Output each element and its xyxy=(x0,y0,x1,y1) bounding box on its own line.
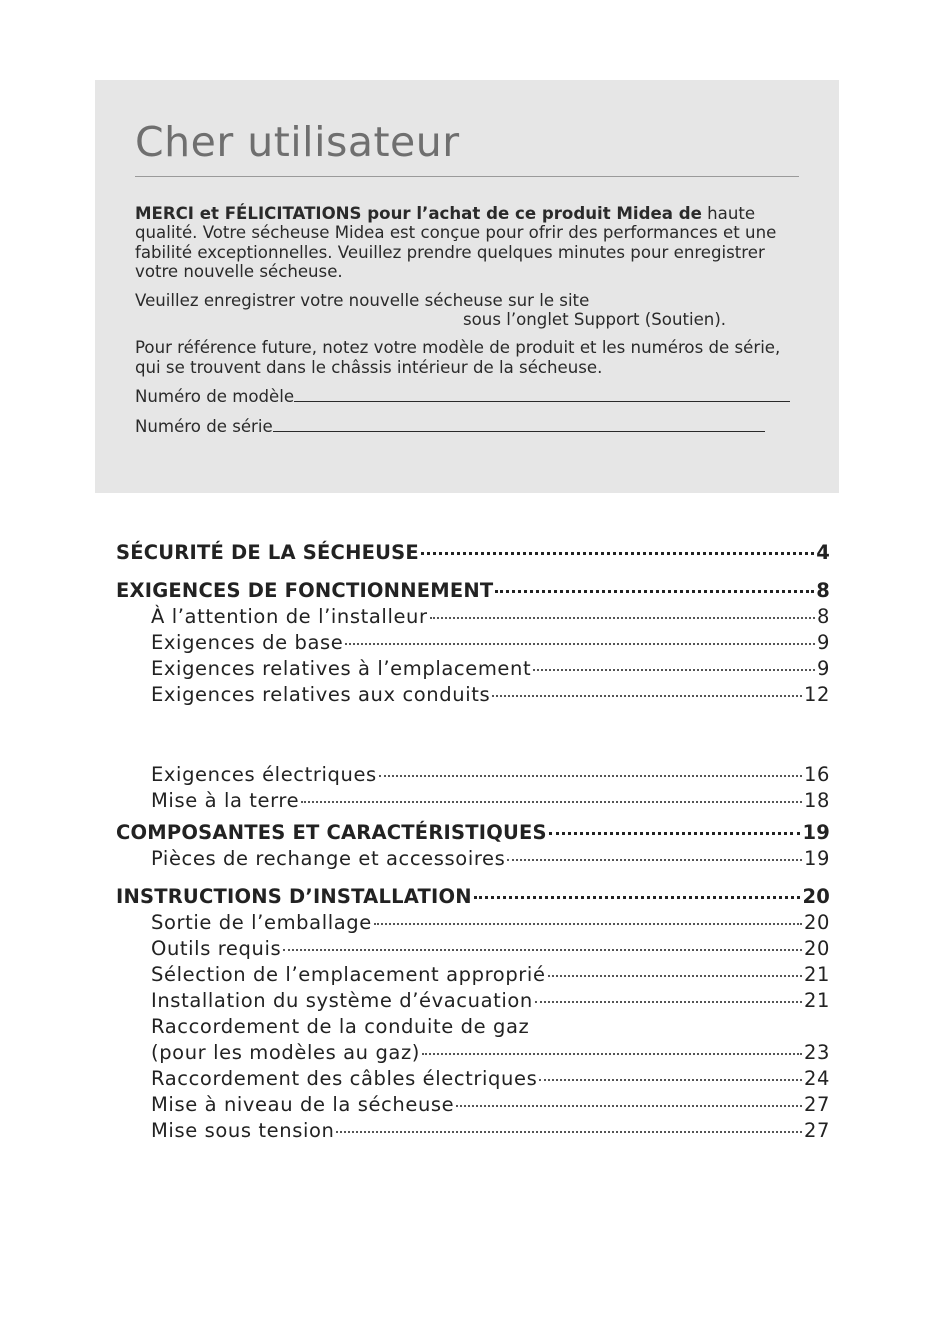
toc-item-line-2 xyxy=(151,1040,830,1066)
toc-item-label: Installation du système d’évacuation xyxy=(151,989,533,1012)
register-line-2: sous l’onglet Support (Soutien). xyxy=(463,310,727,330)
toc-item-label: Exigences relatives aux conduits xyxy=(151,683,491,706)
toc-item-label: Pièces de rechange et accessoires xyxy=(151,847,506,870)
toc-section-instructions[interactable] xyxy=(116,884,830,910)
toc-page-number: 18 xyxy=(803,789,830,812)
toc-item-label: Mise à la terre xyxy=(151,789,300,812)
dot-leader xyxy=(283,949,802,951)
dot-leader xyxy=(422,1053,802,1055)
toc-item[interactable] xyxy=(116,1066,830,1092)
toc-item[interactable] xyxy=(116,682,830,708)
toc-item[interactable] xyxy=(116,846,830,872)
toc-page-number: 19 xyxy=(803,847,830,870)
dot-leader xyxy=(430,617,815,619)
register-line-1: Veuillez enregistrer votre nouvelle sécheuse sur le site xyxy=(135,290,590,310)
dot-leader xyxy=(533,669,815,671)
dot-leader xyxy=(492,695,802,697)
toc-page-number: 9 xyxy=(816,631,830,654)
model-number-line xyxy=(294,386,790,402)
toc-item[interactable] xyxy=(116,762,830,788)
toc-page-number: 21 xyxy=(803,989,830,1012)
toc-page-number: 21 xyxy=(803,963,830,986)
serial-number-line xyxy=(273,416,765,432)
toc-section-exigences[interactable] xyxy=(116,578,830,604)
serial-number-label: Numéro de série xyxy=(135,416,273,436)
toc-section-label: SÉCURITÉ DE LA SÉCHEUSE xyxy=(116,541,419,564)
dot-leader xyxy=(345,643,815,645)
toc-section-label: COMPOSANTES ET CARACTÉRISTIQUES xyxy=(116,821,547,844)
reference-paragraph: Pour référence future, notez votre modèle de produit et les numéros de série, qui se trouvent dans le châssis intérieur de la sécheuse. xyxy=(135,338,781,377)
dot-leader xyxy=(421,552,814,555)
model-number-field xyxy=(135,386,795,406)
toc-page-number: 4 xyxy=(816,541,830,564)
toc-item[interactable] xyxy=(116,988,830,1014)
toc-item-label: Sortie de l’emballage xyxy=(151,911,372,934)
toc-item-label-line-1: Raccordement de la conduite de gaz xyxy=(151,1015,530,1038)
toc-item-label: Sélection de l’emplacement approprié xyxy=(151,963,546,986)
dot-leader xyxy=(301,801,802,803)
toc-item[interactable] xyxy=(116,936,830,962)
dot-leader xyxy=(549,832,801,835)
intro-paragraph xyxy=(135,204,795,282)
serial-number-field xyxy=(135,416,795,436)
title-divider xyxy=(135,176,799,177)
toc-item-label: Mise sous tension xyxy=(151,1119,335,1142)
toc-page-number: 20 xyxy=(803,937,830,960)
toc-page-number: 12 xyxy=(803,683,830,706)
toc-item-label: Exigences électriques xyxy=(151,763,377,786)
dot-leader xyxy=(548,975,802,977)
toc-page-number: 23 xyxy=(803,1041,830,1064)
toc-item-label: Exigences de base xyxy=(151,631,344,654)
toc-item[interactable] xyxy=(116,962,830,988)
toc-item[interactable] xyxy=(116,788,830,814)
toc-item-multiline[interactable] xyxy=(116,1014,830,1066)
toc-page-number: 9 xyxy=(816,657,830,680)
welcome-title: Cher utilisateur xyxy=(135,118,460,166)
toc-item[interactable] xyxy=(116,1092,830,1118)
toc-item[interactable] xyxy=(116,910,830,936)
toc-page-number: 24 xyxy=(803,1067,830,1090)
toc-item[interactable] xyxy=(116,630,830,656)
dot-leader xyxy=(379,775,802,777)
intro-bold: MERCI et FÉLICITATIONS pour l’achat de ce produit Midea de xyxy=(135,204,702,223)
toc-page-number: 20 xyxy=(803,911,830,934)
toc-item-label: Outils requis xyxy=(151,937,282,960)
toc-page-number: 27 xyxy=(803,1093,830,1116)
toc-page-number: 20 xyxy=(802,885,830,908)
toc-item[interactable] xyxy=(116,604,830,630)
model-number-label: Numéro de modèle xyxy=(135,387,295,407)
dot-leader xyxy=(374,923,802,925)
register-paragraph xyxy=(135,291,795,330)
toc-item-label: À l’attention de l’installeur xyxy=(151,605,428,628)
toc-page-number: 8 xyxy=(816,605,830,628)
dot-leader xyxy=(474,896,801,899)
dot-leader xyxy=(535,1001,802,1003)
toc-item-label: Exigences relatives à l’emplacement xyxy=(151,657,532,680)
toc-item-label: Mise à niveau de la sécheuse xyxy=(151,1093,455,1116)
toc-section-label: INSTRUCTIONS D’INSTALLATION xyxy=(116,885,472,908)
table-of-contents xyxy=(116,540,830,1144)
dot-leader xyxy=(336,1131,802,1133)
dot-leader xyxy=(495,590,814,593)
toc-page-number: 27 xyxy=(803,1119,830,1142)
toc-item-label-line-2: (pour les modèles au gaz) xyxy=(151,1041,421,1064)
toc-page-number: 16 xyxy=(803,763,830,786)
dot-leader xyxy=(456,1105,802,1107)
toc-item[interactable] xyxy=(116,656,830,682)
welcome-panel xyxy=(95,80,839,493)
toc-page-number: 8 xyxy=(816,579,830,602)
toc-item-label: Raccordement des câbles électriques xyxy=(151,1067,538,1090)
dot-leader xyxy=(507,859,802,861)
toc-page-number: 19 xyxy=(802,821,830,844)
dot-leader xyxy=(539,1079,802,1081)
toc-section-label: EXIGENCES DE FONCTIONNEMENT xyxy=(116,579,494,602)
toc-section-securite[interactable] xyxy=(116,540,830,566)
toc-section-composantes[interactable] xyxy=(116,820,830,846)
toc-item[interactable] xyxy=(116,1118,830,1144)
welcome-body xyxy=(135,204,795,445)
intro-rest: haute qualité. Votre sécheuse Midea est conçue pour ofrir des performances et une fabilité exceptionnelles. Veuillez prendre quelques minutes pour enregistrer votre nouvelle sécheuse. xyxy=(135,204,777,282)
